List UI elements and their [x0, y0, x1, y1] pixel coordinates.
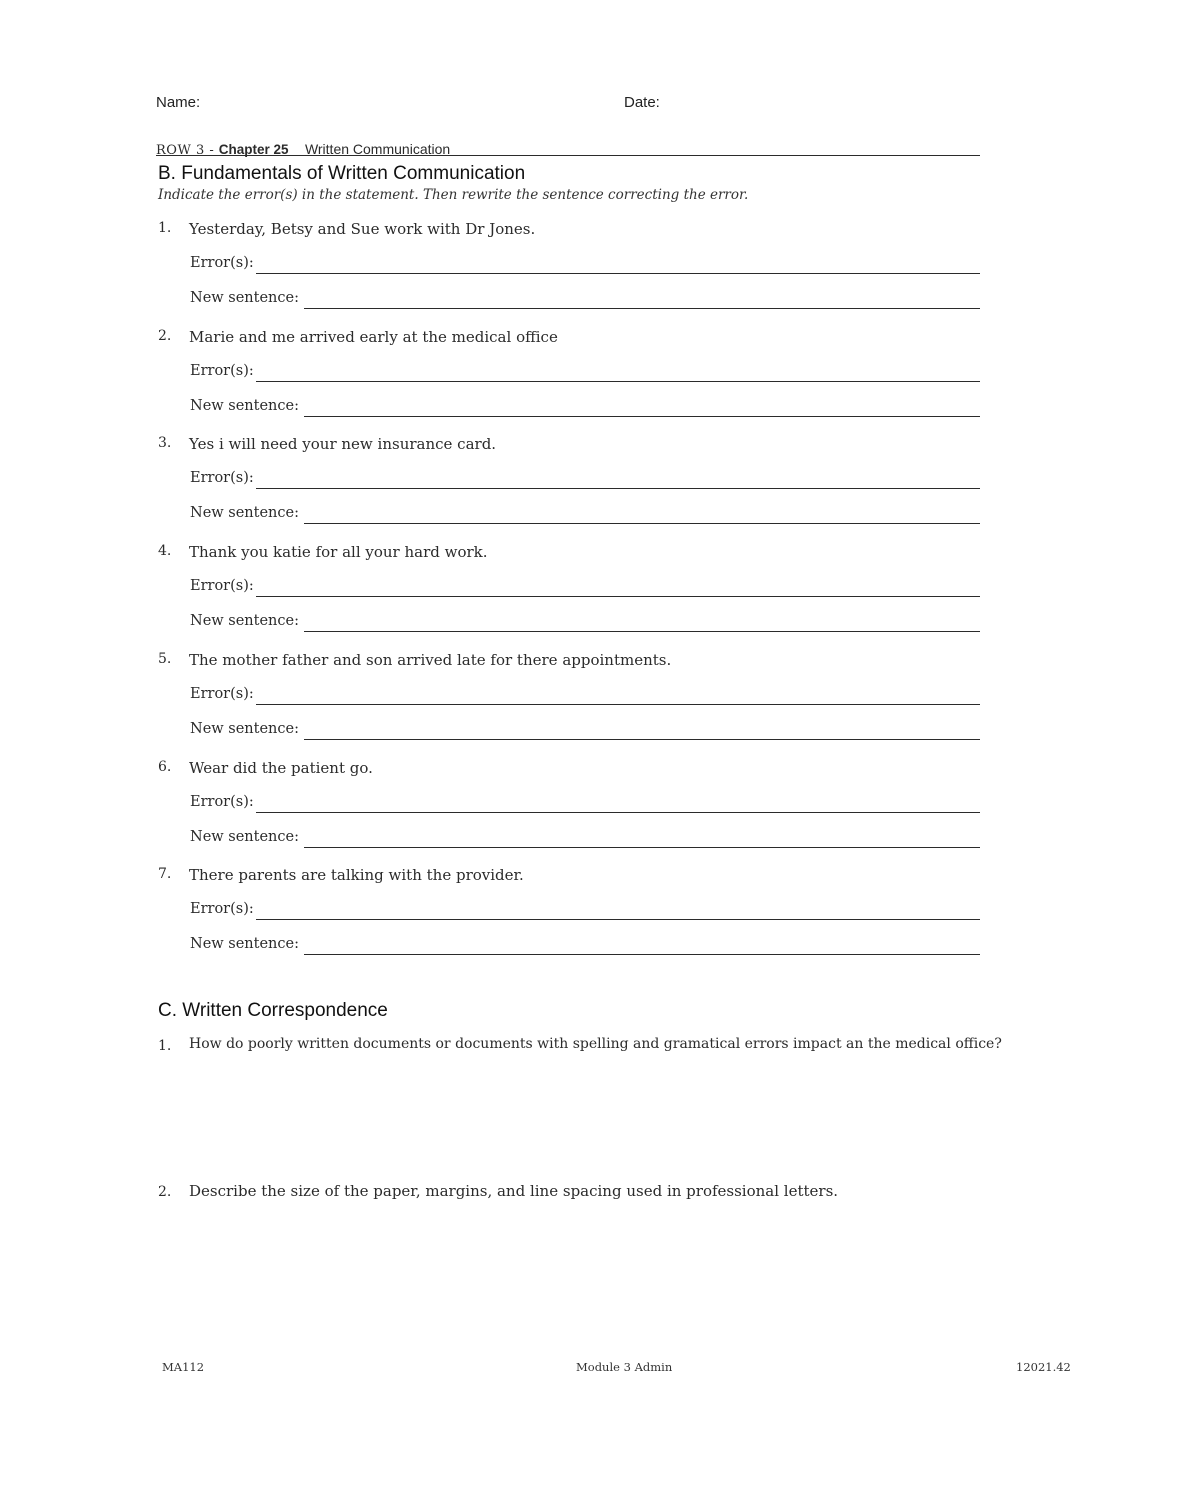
chapter-topic: Written Communication [304, 141, 451, 157]
exercise-item [158, 328, 980, 436]
new-sentence-label: New sentence: [190, 613, 299, 629]
new-sentence-answer-line[interactable] [304, 954, 980, 955]
section-c-title: C. Written Correspondence [158, 1000, 388, 1021]
new-sentence-answer-line[interactable] [304, 847, 980, 848]
exercise-item [158, 220, 980, 328]
date-label: Date: [624, 94, 660, 111]
footer-course: MA112 [162, 1360, 205, 1374]
item-number: 3. [158, 435, 172, 451]
error-answer-line[interactable] [256, 704, 980, 705]
new-sentence-answer-line[interactable] [304, 416, 980, 417]
question-number: 1. [158, 1038, 172, 1054]
exercise-item [158, 435, 980, 543]
row-code: ROW 3 - [156, 143, 215, 158]
item-statement: The mother father and son arrived late for there appointments. [189, 651, 672, 669]
exercise-item [158, 543, 980, 651]
item-number: 7. [158, 866, 172, 882]
error-label: Error(s): [190, 255, 254, 271]
item-number: 1. [158, 220, 172, 236]
error-label: Error(s): [190, 470, 254, 486]
new-sentence-label: New sentence: [190, 398, 299, 414]
new-sentence-answer-line[interactable] [304, 739, 980, 740]
error-label: Error(s): [190, 686, 254, 702]
item-statement: Marie and me arrived early at the medical office [189, 328, 558, 346]
header-rule [156, 155, 980, 156]
new-sentence-label: New sentence: [190, 721, 299, 737]
item-number: 2. [158, 328, 172, 344]
error-label: Error(s): [190, 794, 254, 810]
error-answer-line[interactable] [256, 596, 980, 597]
error-answer-line[interactable] [256, 919, 980, 920]
question-number: 2. [158, 1184, 172, 1200]
new-sentence-answer-line[interactable] [304, 523, 980, 524]
footer-module: Module 3 Admin [576, 1360, 673, 1374]
error-label: Error(s): [190, 578, 254, 594]
new-sentence-label: New sentence: [190, 290, 299, 306]
new-sentence-label: New sentence: [190, 829, 299, 845]
new-sentence-answer-line[interactable] [304, 308, 980, 309]
new-sentence-label: New sentence: [190, 936, 299, 952]
footer-code: 12021.42 [1016, 1360, 1071, 1374]
exercise-item [158, 866, 980, 974]
name-label: Name: [156, 94, 201, 111]
exercise-item [158, 759, 980, 867]
error-answer-line[interactable] [256, 273, 980, 274]
error-answer-line[interactable] [256, 488, 980, 489]
section-b-title: B. Fundamentals of Written Communication [158, 163, 526, 184]
error-answer-line[interactable] [256, 812, 980, 813]
item-statement: Thank you katie for all your hard work. [189, 543, 488, 561]
item-statement: There parents are talking with the provider. [189, 866, 524, 884]
item-number: 4. [158, 543, 172, 559]
chapter-number: Chapter 25 [218, 142, 289, 157]
error-label: Error(s): [190, 901, 254, 917]
new-sentence-answer-line[interactable] [304, 631, 980, 632]
item-statement: Yes i will need your new insurance card. [189, 435, 497, 453]
question-text: Describe the size of the paper, margins, and line spacing used in professional letters. [189, 1182, 839, 1200]
error-label: Error(s): [190, 363, 254, 379]
item-statement: Yesterday, Betsy and Sue work with Dr Jones. [189, 220, 536, 238]
error-answer-line[interactable] [256, 381, 980, 382]
item-statement: Wear did the patient go. [189, 759, 373, 777]
item-number: 5. [158, 651, 172, 667]
new-sentence-label: New sentence: [190, 505, 299, 521]
exercise-item [158, 651, 980, 759]
question-text: How do poorly written documents or documents with spelling and gramatical errors impact an the medical office? [189, 1036, 1002, 1052]
section-b-instructions: Indicate the error(s) in the statement. Then rewrite the sentence correcting the error. [158, 187, 749, 203]
item-number: 6. [158, 759, 172, 775]
